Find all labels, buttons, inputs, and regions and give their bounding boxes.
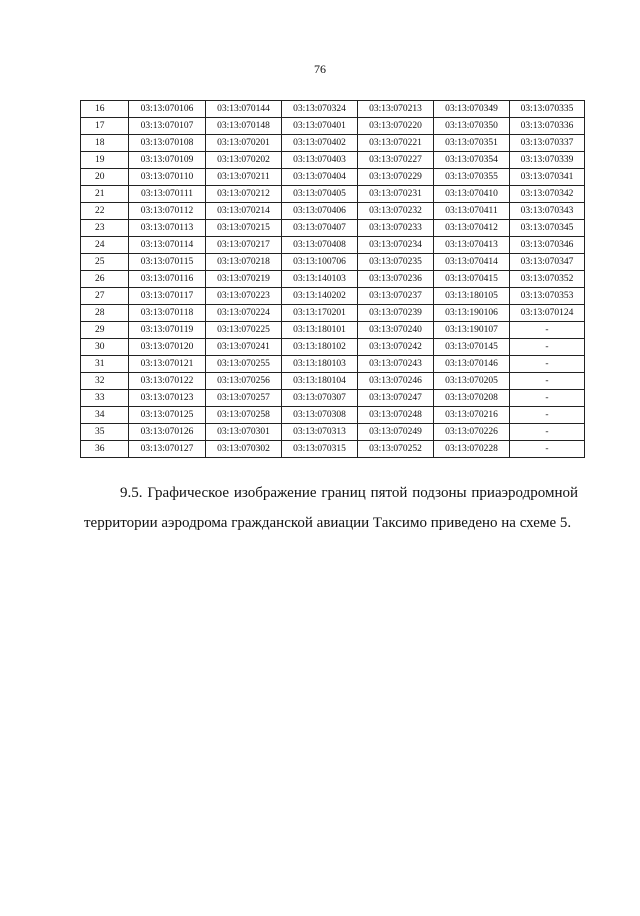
cadastral-number-cell: 03:13:070232 xyxy=(358,203,434,220)
cadastral-number-cell: 03:13:070240 xyxy=(358,322,434,339)
cadastral-number-cell: 03:13:070346 xyxy=(510,237,585,254)
cadastral-number-cell: - xyxy=(510,322,585,339)
cadastral-number-cell: 03:13:070234 xyxy=(358,237,434,254)
cadastral-number-cell: - xyxy=(510,339,585,356)
cadastral-number-cell: 03:13:070212 xyxy=(206,186,282,203)
table-row xyxy=(81,237,585,254)
cadastral-number-cell: 03:13:070337 xyxy=(510,135,585,152)
cadastral-number-cell: 03:13:070235 xyxy=(358,254,434,271)
cadastral-number-cell: 03:13:070413 xyxy=(434,237,510,254)
cadastral-number-cell: 03:13:070107 xyxy=(129,118,206,135)
row-number-cell: 25 xyxy=(81,254,129,271)
cadastral-number-cell: 03:13:070108 xyxy=(129,135,206,152)
table-row xyxy=(81,101,585,118)
cadastral-number-cell: 03:13:070342 xyxy=(510,186,585,203)
cadastral-number-cell: - xyxy=(510,441,585,458)
cadastral-number-cell: 03:13:070256 xyxy=(206,373,282,390)
table-row xyxy=(81,424,585,441)
row-number-cell: 17 xyxy=(81,118,129,135)
cadastral-number-cell: 03:13:070402 xyxy=(282,135,358,152)
cadastral-number-cell: 03:13:070404 xyxy=(282,169,358,186)
cadastral-number-cell: 03:13:070255 xyxy=(206,356,282,373)
table-row xyxy=(81,373,585,390)
cadastral-number-cell: 03:13:070223 xyxy=(206,288,282,305)
cadastral-number-cell: - xyxy=(510,356,585,373)
cadastral-number-cell: 03:13:070218 xyxy=(206,254,282,271)
row-number-cell: 19 xyxy=(81,152,129,169)
cadastral-number-cell: 03:13:070114 xyxy=(129,237,206,254)
cadastral-number-cell: 03:13:070215 xyxy=(206,220,282,237)
cadastral-number-cell: 03:13:070220 xyxy=(358,118,434,135)
table-row xyxy=(81,356,585,373)
cadastral-number-cell: 03:13:070236 xyxy=(358,271,434,288)
cadastral-number-cell: 03:13:070127 xyxy=(129,441,206,458)
row-number-cell: 28 xyxy=(81,305,129,322)
cadastral-number-cell: 03:13:070110 xyxy=(129,169,206,186)
row-number-cell: 24 xyxy=(81,237,129,254)
cadastral-number-cell: 03:13:180101 xyxy=(282,322,358,339)
cadastral-number-cell: 03:13:070343 xyxy=(510,203,585,220)
table-row xyxy=(81,441,585,458)
cadastral-number-cell: 03:13:070315 xyxy=(282,441,358,458)
cadastral-number-cell: 03:13:070208 xyxy=(434,390,510,407)
row-number-cell: 26 xyxy=(81,271,129,288)
row-number-cell: 36 xyxy=(81,441,129,458)
cadastral-number-cell: 03:13:070227 xyxy=(358,152,434,169)
cadastral-number-cell: 03:13:070202 xyxy=(206,152,282,169)
cadastral-number-cell: 03:13:070214 xyxy=(206,203,282,220)
cadastral-number-cell: 03:13:070313 xyxy=(282,424,358,441)
cadastral-number-cell: 03:13:070412 xyxy=(434,220,510,237)
cadastral-number-cell: 03:13:070224 xyxy=(206,305,282,322)
table-row xyxy=(81,186,585,203)
cadastral-number-cell: 03:13:070217 xyxy=(206,237,282,254)
cadastral-number-cell: 03:13:070345 xyxy=(510,220,585,237)
cadastral-number-cell: 03:13:070225 xyxy=(206,322,282,339)
cadastral-number-cell: 03:13:070228 xyxy=(434,441,510,458)
cadastral-number-cell: 03:13:070123 xyxy=(129,390,206,407)
cadastral-number-cell: 03:13:070148 xyxy=(206,118,282,135)
cadastral-number-cell: 03:13:070226 xyxy=(434,424,510,441)
table-row xyxy=(81,390,585,407)
cadastral-number-cell: 03:13:070408 xyxy=(282,237,358,254)
table-row xyxy=(81,254,585,271)
cadastral-number-cell: 03:13:070252 xyxy=(358,441,434,458)
cadastral-number-cell: 03:13:070231 xyxy=(358,186,434,203)
row-number-cell: 16 xyxy=(81,101,129,118)
cadastral-number-cell: 03:13:070201 xyxy=(206,135,282,152)
cadastral-number-cell: 03:13:070336 xyxy=(510,118,585,135)
cadastral-number-cell: 03:13:070341 xyxy=(510,169,585,186)
row-number-cell: 31 xyxy=(81,356,129,373)
cadastral-number-cell: 03:13:070243 xyxy=(358,356,434,373)
cadastral-number-cell: 03:13:070125 xyxy=(129,407,206,424)
cadastral-number-cell: 03:13:070414 xyxy=(434,254,510,271)
table-row xyxy=(81,322,585,339)
cadastral-number-cell: 03:13:070307 xyxy=(282,390,358,407)
cadastral-number-cell: 03:13:070116 xyxy=(129,271,206,288)
row-number-cell: 20 xyxy=(81,169,129,186)
cadastral-number-cell: 03:13:070241 xyxy=(206,339,282,356)
cadastral-number-cell: 03:13:190106 xyxy=(434,305,510,322)
cadastral-number-cell: - xyxy=(510,390,585,407)
cadastral-number-cell: 03:13:070213 xyxy=(358,101,434,118)
row-number-cell: 32 xyxy=(81,373,129,390)
cadastral-number-cell: 03:13:100706 xyxy=(282,254,358,271)
table-row xyxy=(81,135,585,152)
cadastral-number-cell: 03:13:070124 xyxy=(510,305,585,322)
cadastral-number-cell: 03:13:070126 xyxy=(129,424,206,441)
cadastral-number-cell: 03:13:070301 xyxy=(206,424,282,441)
cadastral-number-cell: 03:13:070308 xyxy=(282,407,358,424)
cadastral-number-cell: 03:13:070109 xyxy=(129,152,206,169)
cadastral-number-cell: 03:13:170201 xyxy=(282,305,358,322)
cadastral-number-cell: - xyxy=(510,407,585,424)
cadastral-number-cell: 03:13:070219 xyxy=(206,271,282,288)
cadastral-number-cell: 03:13:070233 xyxy=(358,220,434,237)
cadastral-number-cell: 03:13:070111 xyxy=(129,186,206,203)
cadastral-number-cell: 03:13:070121 xyxy=(129,356,206,373)
table-row xyxy=(81,169,585,186)
cadastral-number-cell: 03:13:070122 xyxy=(129,373,206,390)
cadastral-number-cell: 03:13:070221 xyxy=(358,135,434,152)
cadastral-number-cell: 03:13:070405 xyxy=(282,186,358,203)
cadastral-number-cell: 03:13:070205 xyxy=(434,373,510,390)
row-number-cell: 23 xyxy=(81,220,129,237)
cadastral-number-cell: - xyxy=(510,424,585,441)
cadastral-number-cell: 03:13:070115 xyxy=(129,254,206,271)
table-row xyxy=(81,271,585,288)
cadastral-number-cell: 03:13:140202 xyxy=(282,288,358,305)
cadastral-number-cell: 03:13:070145 xyxy=(434,339,510,356)
section-9-5-paragraph: 9.5. Графическое изображение границ пятой подзоны приаэродромной территории аэродрома гражданской авиации Таксимо приведено на схеме 5. xyxy=(84,485,578,531)
cadastral-number-cell: 03:13:070257 xyxy=(206,390,282,407)
table-row xyxy=(81,288,585,305)
table-row xyxy=(81,203,585,220)
cadastral-number-cell: 03:13:070242 xyxy=(358,339,434,356)
cadastral-number-cell: 03:13:070247 xyxy=(358,390,434,407)
cadastral-number-cell: 03:13:070118 xyxy=(129,305,206,322)
cadastral-number-cell: 03:13:070351 xyxy=(434,135,510,152)
cadastral-number-cell: 03:13:070352 xyxy=(510,271,585,288)
cadastral-number-cell: 03:13:070237 xyxy=(358,288,434,305)
cadastral-number-cell: 03:13:070347 xyxy=(510,254,585,271)
cadastral-number-cell: 03:13:070248 xyxy=(358,407,434,424)
cadastral-number-cell: 03:13:070339 xyxy=(510,152,585,169)
table-body xyxy=(81,101,585,458)
row-number-cell: 35 xyxy=(81,424,129,441)
cadastral-number-cell: 03:13:180102 xyxy=(282,339,358,356)
cadastral-number-cell: 03:13:070249 xyxy=(358,424,434,441)
cadastral-number-cell: 03:13:070403 xyxy=(282,152,358,169)
table-row xyxy=(81,220,585,237)
cadastral-number-cell: 03:13:070415 xyxy=(434,271,510,288)
row-number-cell: 18 xyxy=(81,135,129,152)
row-number-cell: 27 xyxy=(81,288,129,305)
cadastral-number-cell: 03:13:070106 xyxy=(129,101,206,118)
cadastral-number-cell: 03:13:190107 xyxy=(434,322,510,339)
table-row xyxy=(81,339,585,356)
cadastral-number-cell: 03:13:070355 xyxy=(434,169,510,186)
cadastral-number-cell: 03:13:070258 xyxy=(206,407,282,424)
cadastral-number-cell: 03:13:070246 xyxy=(358,373,434,390)
cadastral-number-cell: 03:13:070353 xyxy=(510,288,585,305)
cadastral-number-cell: 03:13:070229 xyxy=(358,169,434,186)
cadastral-number-cell: 03:13:070120 xyxy=(129,339,206,356)
cadastral-number-cell: 03:13:070302 xyxy=(206,441,282,458)
cadastral-number-cell: 03:13:070146 xyxy=(434,356,510,373)
table-row xyxy=(81,407,585,424)
cadastral-number-cell: 03:13:070117 xyxy=(129,288,206,305)
cadastral-number-cell: - xyxy=(510,373,585,390)
cadastral-number-cell: 03:13:180105 xyxy=(434,288,510,305)
cadastral-number-cell: 03:13:070406 xyxy=(282,203,358,220)
row-number-cell: 22 xyxy=(81,203,129,220)
cadastral-number-cell: 03:13:070401 xyxy=(282,118,358,135)
cadastral-number-cell: 03:13:180103 xyxy=(282,356,358,373)
cadastral-number-cell: 03:13:070144 xyxy=(206,101,282,118)
row-number-cell: 29 xyxy=(81,322,129,339)
cadastral-number-cell: 03:13:140103 xyxy=(282,271,358,288)
row-number-cell: 34 xyxy=(81,407,129,424)
cadastral-number-cell: 03:13:070216 xyxy=(434,407,510,424)
cadastral-number-cell: 03:13:070324 xyxy=(282,101,358,118)
cadastral-number-cell: 03:13:070113 xyxy=(129,220,206,237)
page-number: 76 xyxy=(314,62,326,76)
table-row xyxy=(81,305,585,322)
row-number-cell: 21 xyxy=(81,186,129,203)
row-number-cell: 30 xyxy=(81,339,129,356)
cadastral-number-cell: 03:13:070335 xyxy=(510,101,585,118)
row-number-cell: 33 xyxy=(81,390,129,407)
cadastral-number-cell: 03:13:070350 xyxy=(434,118,510,135)
cadastral-number-cell: 03:13:070354 xyxy=(434,152,510,169)
cadastral-number-cell: 03:13:070411 xyxy=(434,203,510,220)
table-row xyxy=(81,118,585,135)
cadastral-number-cell: 03:13:070119 xyxy=(129,322,206,339)
cadastral-number-cell: 03:13:070349 xyxy=(434,101,510,118)
cadastral-number-table xyxy=(80,100,585,458)
cadastral-number-cell: 03:13:070112 xyxy=(129,203,206,220)
cadastral-number-cell: 03:13:070410 xyxy=(434,186,510,203)
table-row xyxy=(81,152,585,169)
cadastral-number-cell: 03:13:070239 xyxy=(358,305,434,322)
cadastral-number-cell: 03:13:180104 xyxy=(282,373,358,390)
cadastral-number-cell: 03:13:070407 xyxy=(282,220,358,237)
cadastral-number-cell: 03:13:070211 xyxy=(206,169,282,186)
